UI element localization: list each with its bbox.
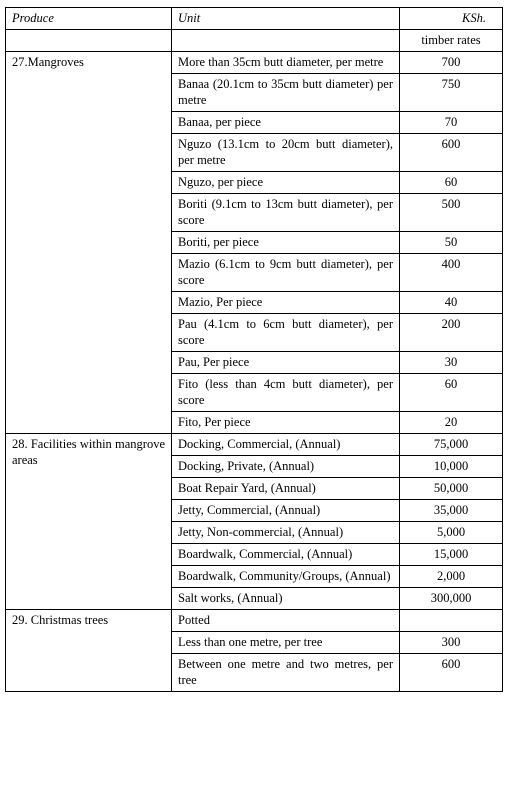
- unit-cell: Mazio, Per piece: [172, 292, 400, 314]
- rate-cell: 60: [400, 374, 503, 412]
- rate-cell: 70: [400, 112, 503, 134]
- unit-cell: Boardwalk, Commercial, (Annual): [172, 544, 400, 566]
- table-body: [6, 8, 503, 692]
- rate-cell: 50: [400, 232, 503, 254]
- rate-cell: 50,000: [400, 478, 503, 500]
- unit-cell: Less than one metre, per tree: [172, 632, 400, 654]
- rate-cell: 30: [400, 352, 503, 374]
- unit-cell: Pau (4.1cm to 6cm butt diameter), per score: [172, 314, 400, 352]
- unit-cell: Boardwalk, Community/Groups, (Annual): [172, 566, 400, 588]
- rate-cell: 300: [400, 632, 503, 654]
- subheader-timber-rates: timber rates: [400, 30, 503, 52]
- header-produce: Produce: [6, 8, 172, 30]
- unit-cell: Boriti (9.1cm to 13cm butt diameter), per score: [172, 194, 400, 232]
- unit-cell: Fito (less than 4cm butt diameter), per score: [172, 374, 400, 412]
- unit-cell: More than 35cm butt diameter, per metre: [172, 52, 400, 74]
- rate-cell: 2,000: [400, 566, 503, 588]
- unit-cell: Jetty, Commercial, (Annual): [172, 500, 400, 522]
- rate-cell: 20: [400, 412, 503, 434]
- produce-cell: 27.Mangroves: [6, 52, 172, 434]
- unit-cell: Mazio (6.1cm to 9cm butt diameter), per score: [172, 254, 400, 292]
- produce-cell: 29. Christmas trees: [6, 610, 172, 692]
- unit-cell: Boriti, per piece: [172, 232, 400, 254]
- unit-cell: Boat Repair Yard, (Annual): [172, 478, 400, 500]
- subheader-row: [6, 30, 503, 52]
- table-row: [6, 610, 503, 632]
- rate-cell: 750: [400, 74, 503, 112]
- unit-cell: Nguzo, per piece: [172, 172, 400, 194]
- unit-cell: Docking, Private, (Annual): [172, 456, 400, 478]
- timber-rates-table: [5, 7, 503, 692]
- header-row: [6, 8, 503, 30]
- rate-cell: 15,000: [400, 544, 503, 566]
- unit-cell: Nguzo (13.1cm to 20cm butt diameter), per metre: [172, 134, 400, 172]
- rate-cell: 600: [400, 134, 503, 172]
- subheader-blank-produce: [6, 30, 172, 52]
- rate-cell: 700: [400, 52, 503, 74]
- produce-cell: 28. Facilities within mangrove areas: [6, 434, 172, 610]
- table-row: [6, 434, 503, 456]
- unit-cell: Pau, Per piece: [172, 352, 400, 374]
- unit-cell: Salt works, (Annual): [172, 588, 400, 610]
- unit-cell: Jetty, Non-commercial, (Annual): [172, 522, 400, 544]
- unit-cell: Docking, Commercial, (Annual): [172, 434, 400, 456]
- rate-cell: [400, 610, 503, 632]
- unit-cell: Fito, Per piece: [172, 412, 400, 434]
- rate-cell: 600: [400, 654, 503, 692]
- rate-cell: 35,000: [400, 500, 503, 522]
- unit-cell: Between one metre and two metres, per tree: [172, 654, 400, 692]
- rate-cell: 500: [400, 194, 503, 232]
- unit-cell: Banaa, per piece: [172, 112, 400, 134]
- subheader-blank-unit: [172, 30, 400, 52]
- header-ksh: KSh.: [400, 8, 503, 30]
- unit-cell: Potted: [172, 610, 400, 632]
- rate-cell: 10,000: [400, 456, 503, 478]
- rate-cell: 200: [400, 314, 503, 352]
- rate-cell: 5,000: [400, 522, 503, 544]
- unit-cell: Banaa (20.1cm to 35cm butt diameter) per metre: [172, 74, 400, 112]
- table-row: [6, 52, 503, 74]
- header-unit: Unit: [172, 8, 400, 30]
- rate-cell: 300,000: [400, 588, 503, 610]
- rate-cell: 60: [400, 172, 503, 194]
- rate-cell: 75,000: [400, 434, 503, 456]
- rate-cell: 40: [400, 292, 503, 314]
- rate-cell: 400: [400, 254, 503, 292]
